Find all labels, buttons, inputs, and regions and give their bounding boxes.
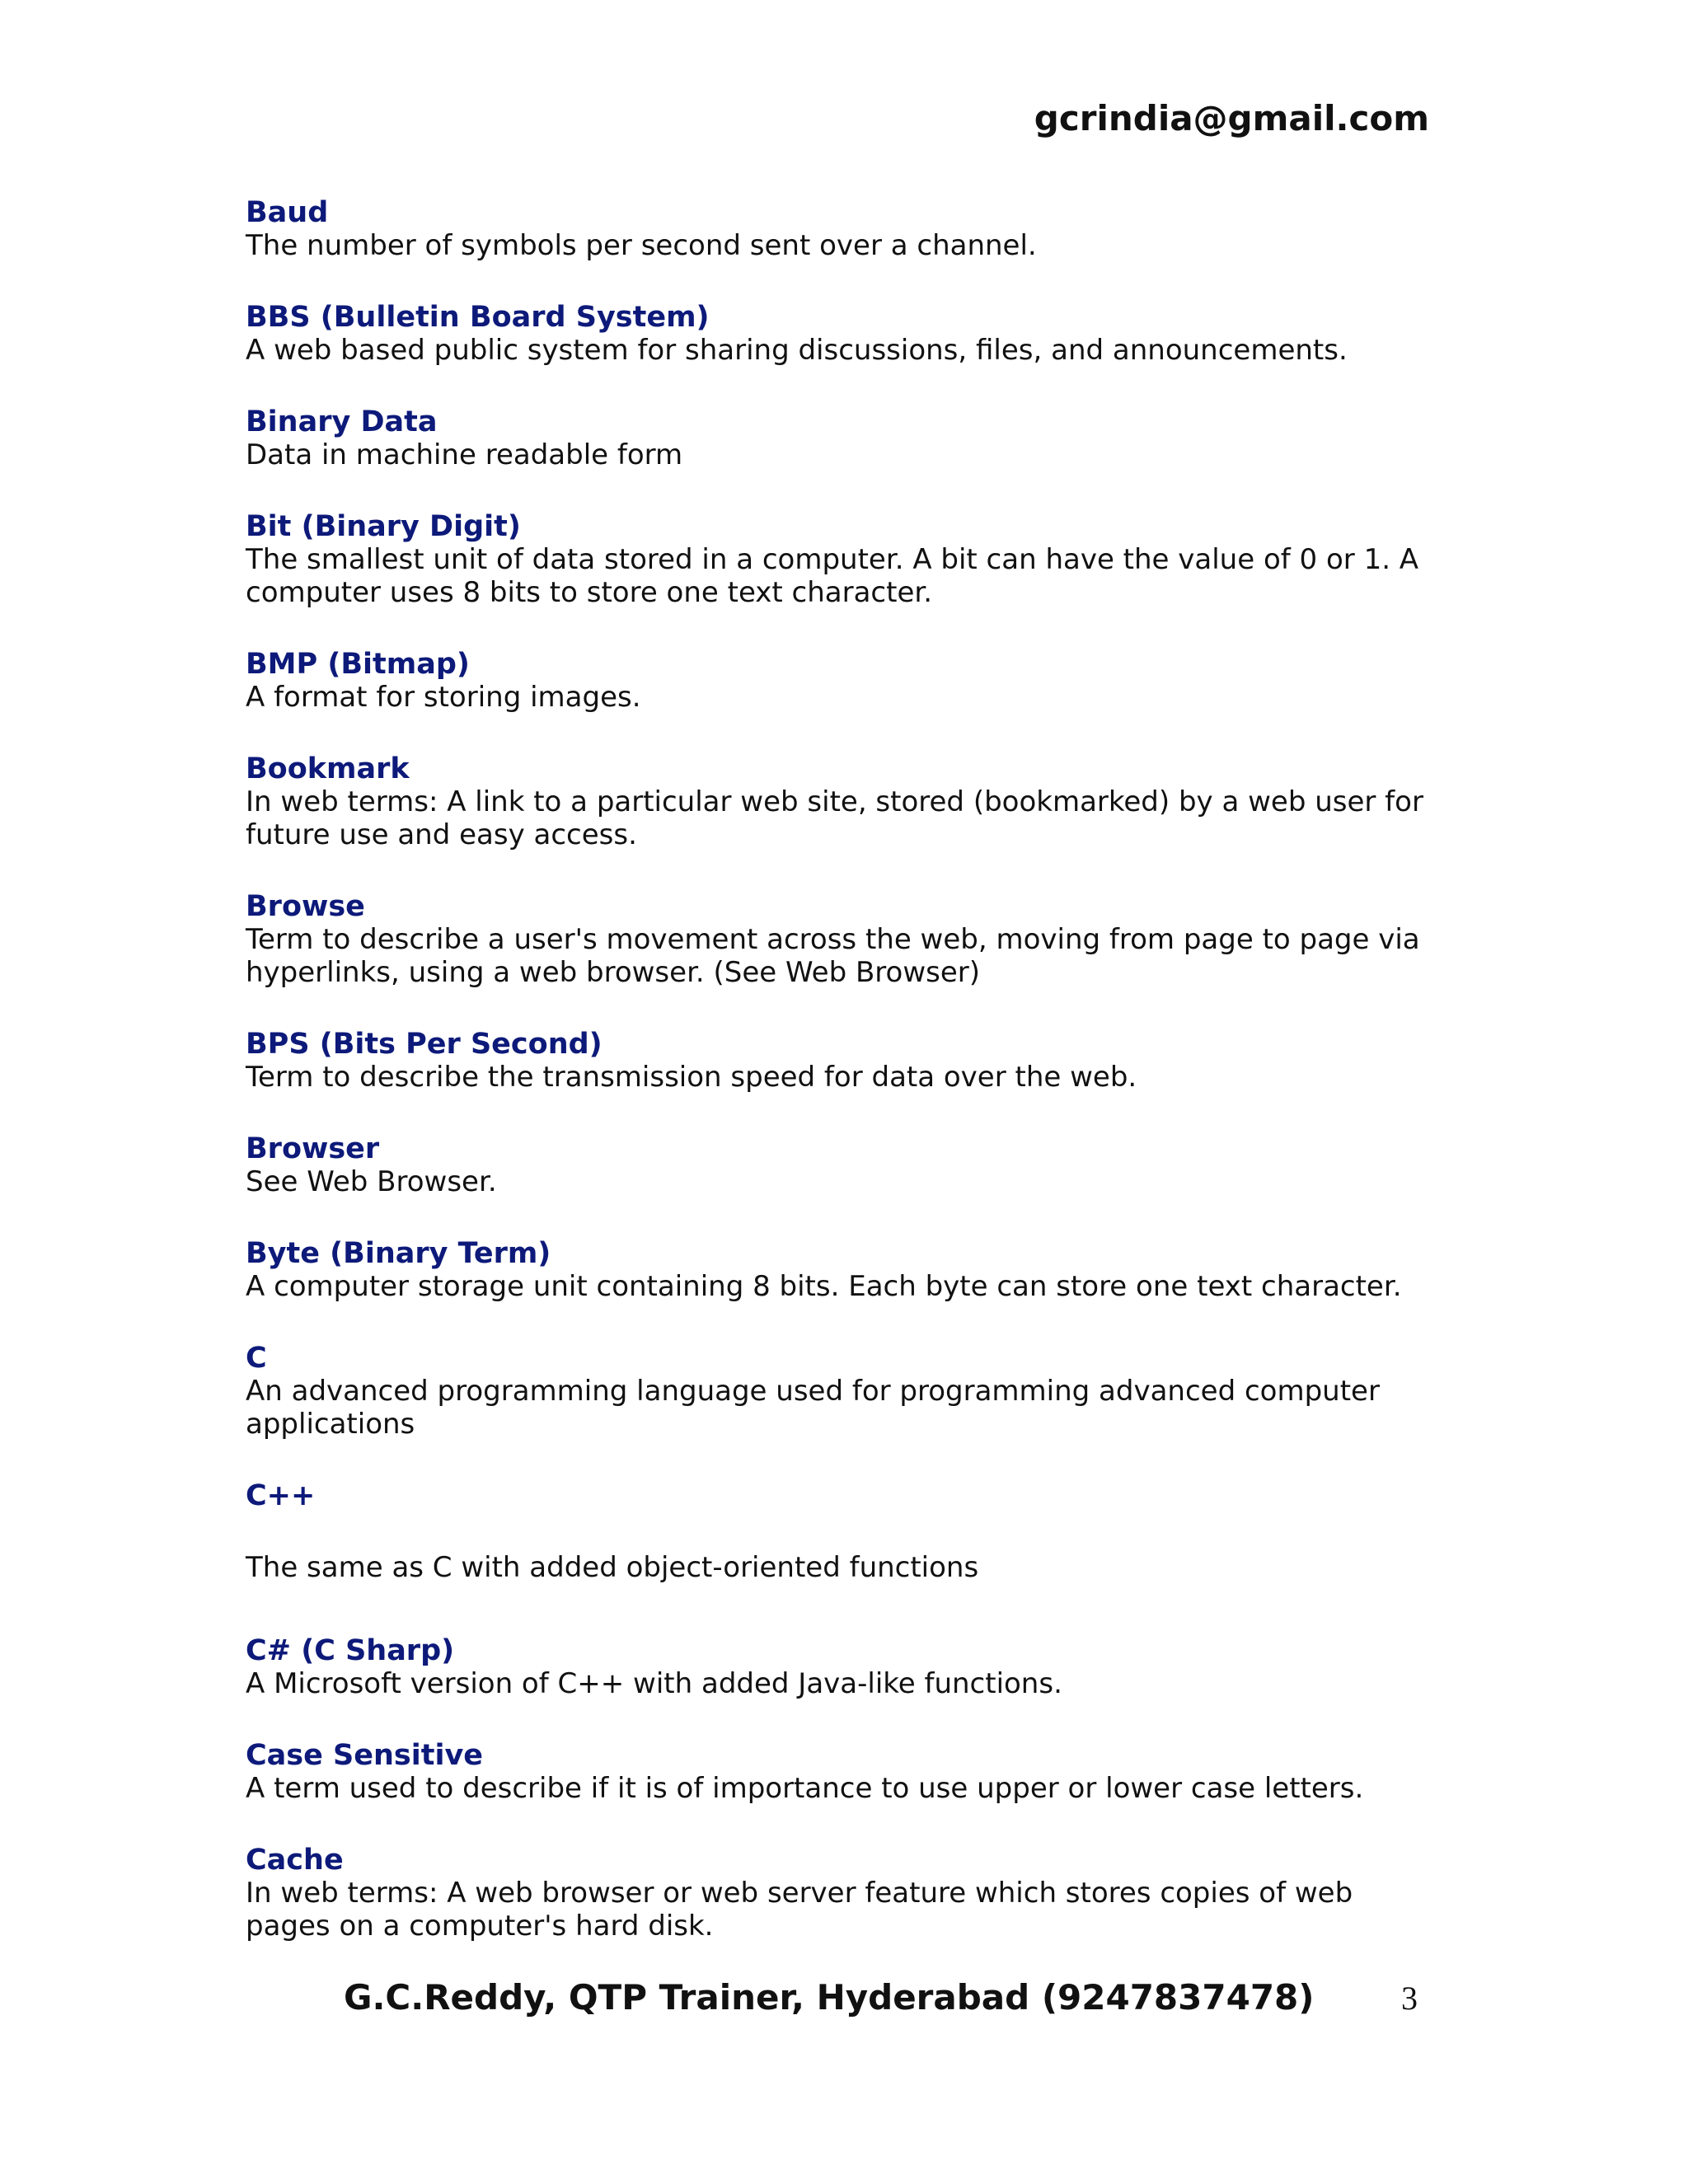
glossary-term: BPS (Bits Per Second) — [246, 1028, 603, 1061]
glossary-definition: Term to describe the transmission speed for data over the web. — [246, 1061, 1137, 1094]
glossary-definition: A web based public system for sharing discussions, files, and announcements. — [246, 334, 1348, 367]
glossary-definition: A computer storage unit containing 8 bits. Each byte can store one text character. — [246, 1270, 1402, 1303]
glossary-entry-browse — [246, 890, 1441, 989]
glossary-entry-bit — [246, 510, 1441, 609]
glossary-term: Binary Data — [246, 405, 438, 438]
glossary-term: Bookmark — [246, 752, 410, 785]
glossary-term: BMP (Bitmap) — [246, 648, 470, 681]
glossary-term: Byte (Binary Term) — [246, 1237, 551, 1270]
glossary-entry-bbs — [246, 301, 1441, 367]
glossary-entry-cpp — [246, 1479, 1441, 1584]
glossary-term: Browser — [246, 1132, 380, 1165]
glossary-definition: A term used to describe if it is of importance to use upper or lower case letters. — [246, 1772, 1364, 1805]
glossary-term: C# (C Sharp) — [246, 1634, 455, 1667]
glossary-definition: See Web Browser. — [246, 1165, 497, 1198]
footer-credit: G.C.Reddy, QTP Trainer, Hyderabad (9247837478) — [344, 1977, 1315, 2018]
glossary-entry-bmp — [246, 648, 1441, 714]
glossary-entry-baud — [246, 196, 1441, 262]
glossary-entry-byte — [246, 1237, 1441, 1303]
glossary-definition: The same as C with added object-oriented functions — [246, 1551, 979, 1584]
glossary-definition: In web terms: A link to a particular web site, stored (bookmarked) by a web user for future use and easy access. — [246, 785, 1423, 851]
page-number: 3 — [1401, 1980, 1418, 2017]
glossary-term: Bit (Binary Digit) — [246, 510, 521, 543]
glossary-definition: A Microsoft version of C++ with added Java-like functions. — [246, 1667, 1062, 1700]
glossary-definition: Data in machine readable form — [246, 438, 683, 471]
glossary-entry-bps — [246, 1028, 1441, 1094]
glossary-term: Case Sensitive — [246, 1739, 484, 1772]
glossary-entry-csharp — [246, 1634, 1441, 1700]
glossary-definition: A format for storing images. — [246, 681, 641, 714]
glossary-definition: The number of symbols per second sent over a channel. — [246, 229, 1037, 262]
glossary-definition: An advanced programming language used for programming advanced computer applications — [246, 1375, 1380, 1441]
glossary-term: Baud — [246, 196, 329, 229]
glossary-term: Cache — [246, 1844, 344, 1877]
glossary-definition: In web terms: A web browser or web server feature which stores copies of web pages on a computer's hard disk. — [246, 1877, 1353, 1943]
glossary-entry-case-sensitive — [246, 1739, 1441, 1805]
page-footer — [0, 1975, 1688, 2024]
glossary-entry-bookmark — [246, 752, 1441, 851]
glossary-term: C++ — [246, 1479, 316, 1512]
glossary-term: C — [246, 1342, 267, 1375]
glossary-entry-binary-data — [246, 405, 1441, 471]
glossary-term: BBS (Bulletin Board System) — [246, 301, 710, 334]
glossary-definition: The smallest unit of data stored in a computer. A bit can have the value of 0 or 1. A computer uses 8 bits to store one text character. — [246, 543, 1419, 609]
glossary-entry-browser — [246, 1132, 1441, 1198]
glossary-definition: Term to describe a user's movement across the web, moving from page to page via hyperlinks, using a web browser. (See Web Browser) — [246, 923, 1420, 989]
glossary-term: Browse — [246, 890, 365, 923]
header-email: gcrindia@gmail.com — [1034, 98, 1429, 138]
glossary-entry-cache — [246, 1844, 1441, 1943]
glossary-entry-c — [246, 1342, 1441, 1441]
